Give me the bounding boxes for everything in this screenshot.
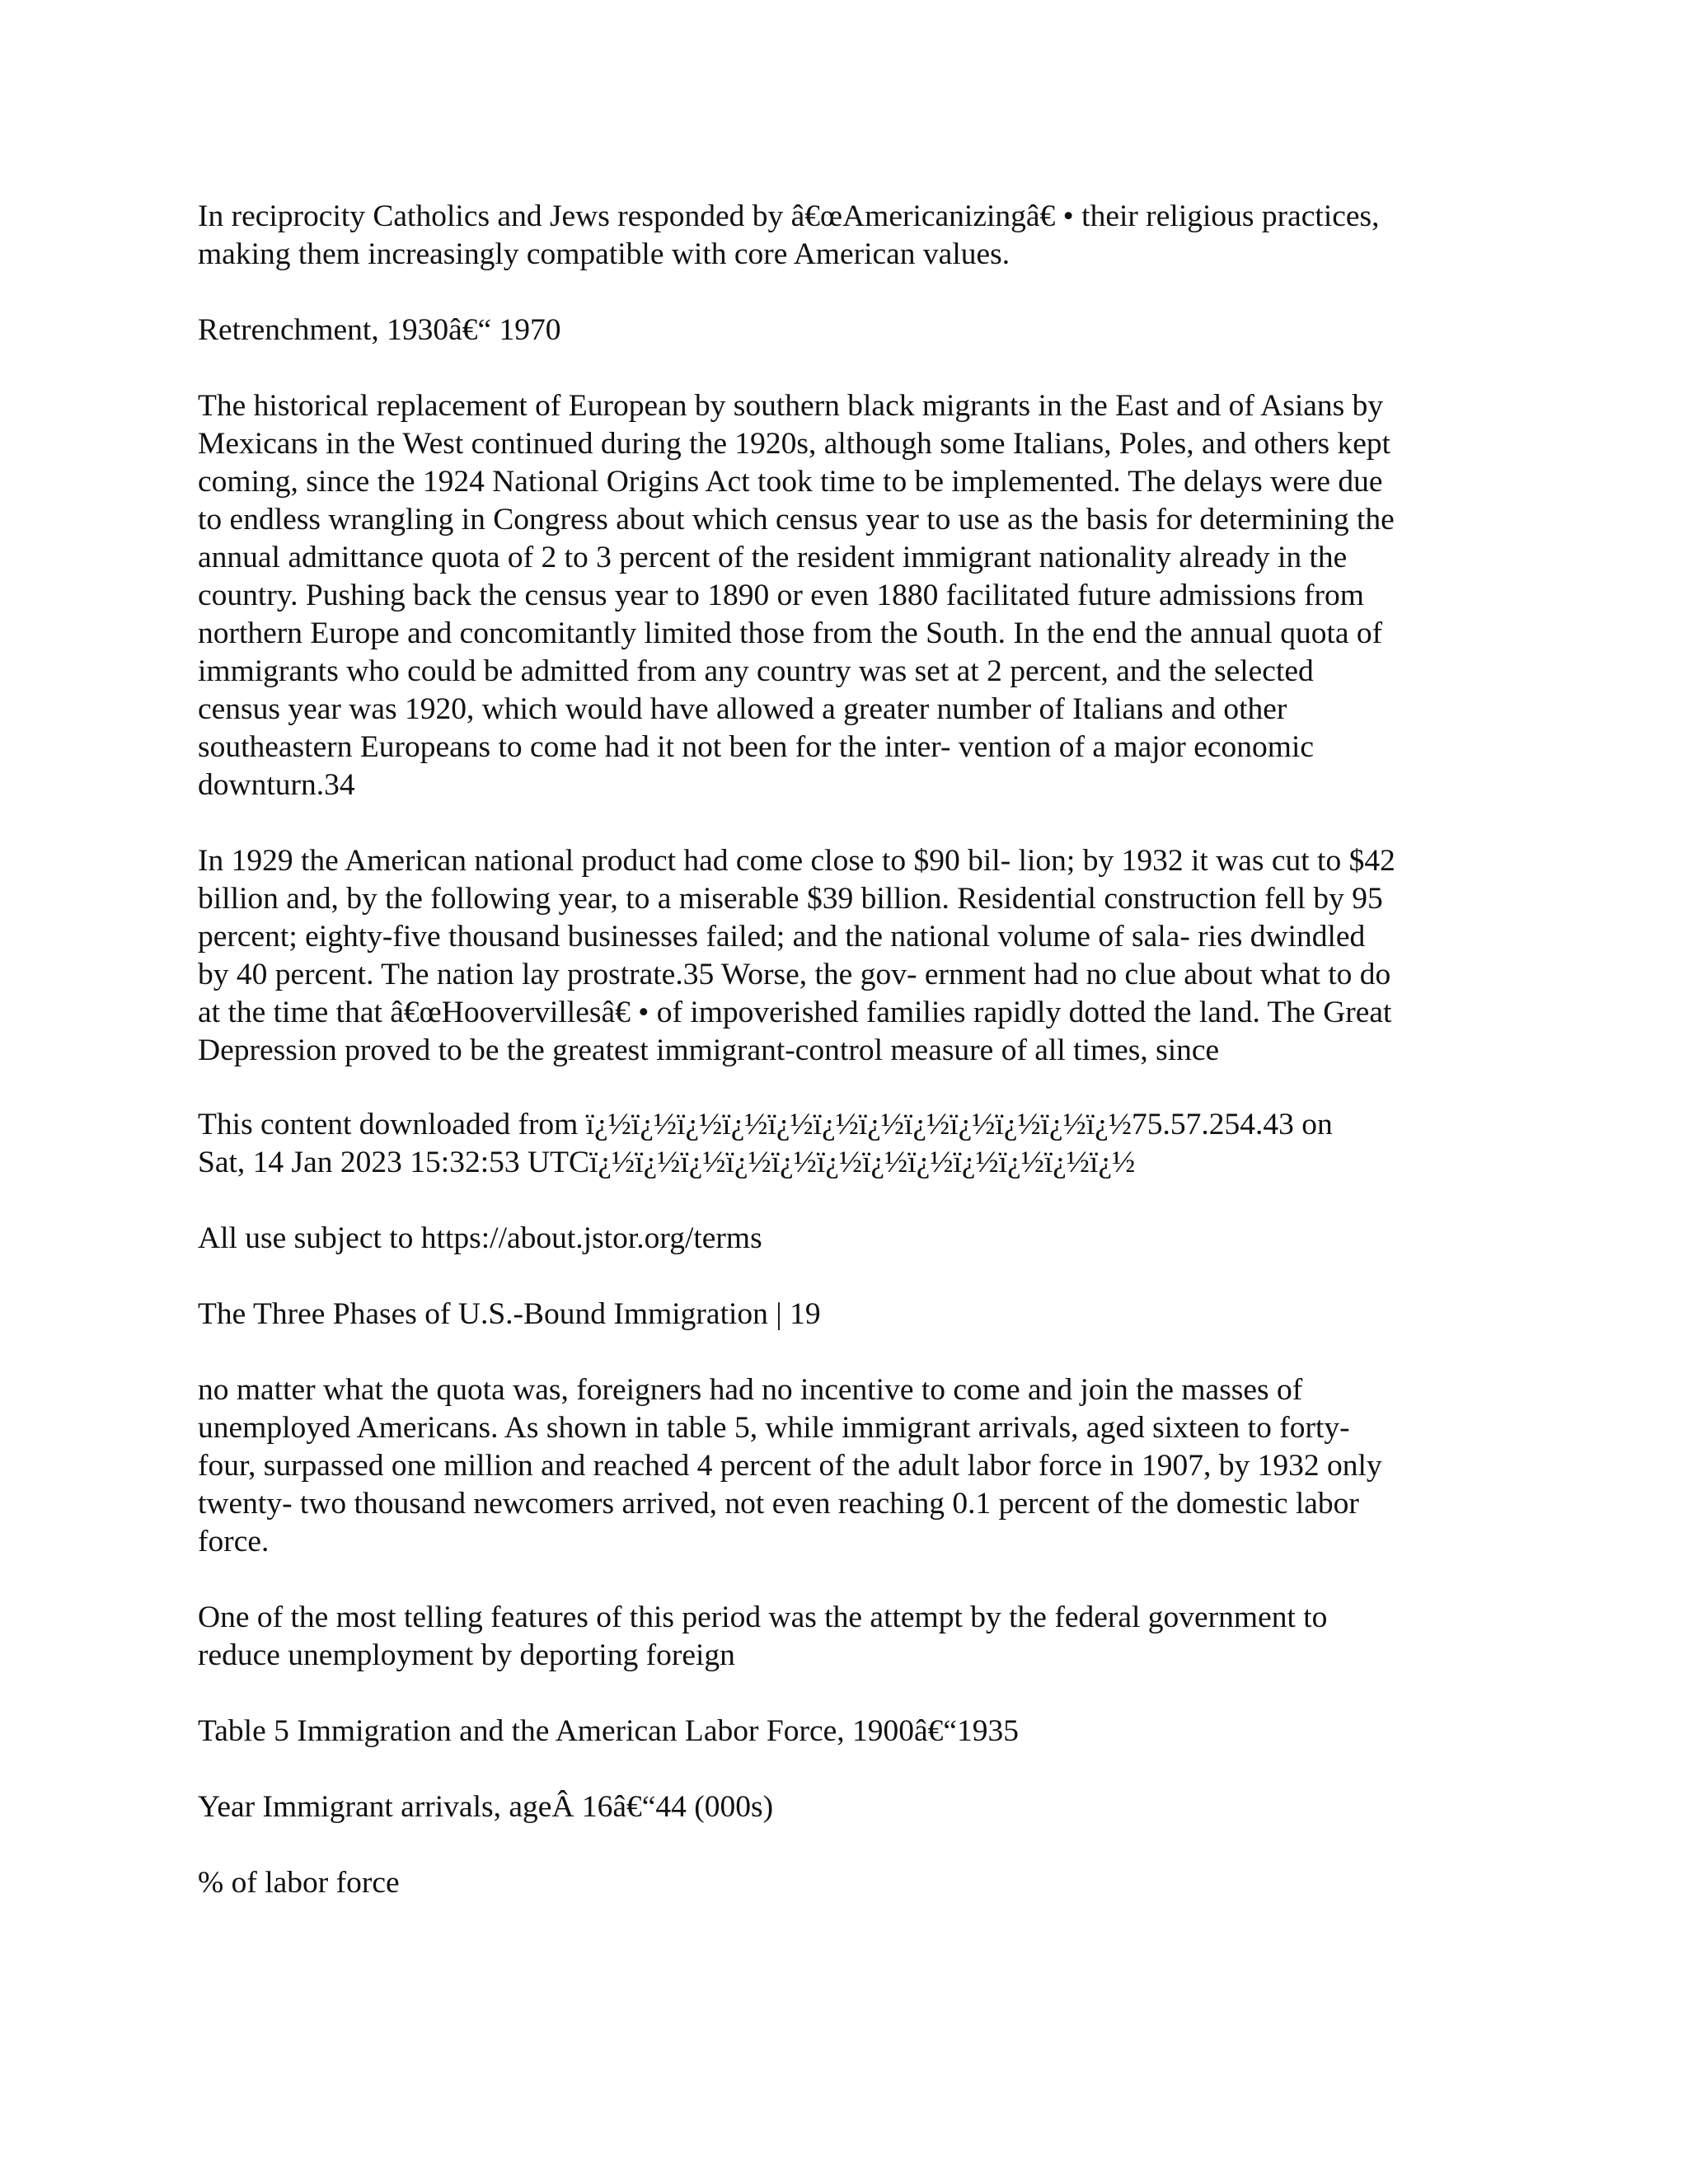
text-line: percent; eighty-five thousand businesses failed; and the national volume of sala- ries dwindled <box>198 920 1366 954</box>
text-line: census year was 1920, which would have allowed a greater number of Italians and other <box>198 692 1287 726</box>
text-line: twenty- two thousand newcomers arrived, not even reaching 0.1 percent of the domestic labor <box>198 1487 1359 1521</box>
text-line: making them increasingly compatible with core American values. <box>198 237 1010 271</box>
text-line: In 1929 the American national product had come close to $90 bil- lion; by 1932 it was cut to $42 <box>198 844 1395 878</box>
running-header <box>198 1296 1500 1333</box>
text-line: All use subject to https://about.jstor.org/terms <box>198 1221 762 1255</box>
text-line: northern Europe and concomitantly limited those from the South. In the end the annual quota of <box>198 616 1383 650</box>
table-header-labor-force <box>198 1864 1500 1902</box>
text-line: The Three Phases of U.S.-Bound Immigration | 19 <box>198 1297 821 1331</box>
text-line: The historical replacement of European by southern black migrants in the East and of Asians by <box>198 389 1384 423</box>
text-line: One of the most telling features of this period was the attempt by the federal government to <box>198 1601 1328 1634</box>
text-line: immigrants who could be admitted from any country was set at 2 percent, and the selected <box>198 654 1314 688</box>
table-caption <box>198 1713 1500 1750</box>
paragraph-national-product <box>198 842 1500 1070</box>
download-notice <box>198 1106 1500 1182</box>
text-line: coming, since the 1924 National Origins Act took time to be implemented. The delays were due <box>198 465 1383 499</box>
text-line: at the time that â€œHoovervillesâ€ • of impoverished families rapidly dotted the land. The Great <box>198 996 1392 1029</box>
text-line: Mexicans in the West continued during the 1920s, although some Italians, Poles, and others kept <box>198 427 1391 461</box>
section-heading-retrenchment <box>198 312 1500 349</box>
text-line: Depression proved to be the greatest immigrant-control measure of all times, since <box>198 1033 1220 1067</box>
text-line: Retrenchment, 1930â€“ 1970 <box>198 313 561 347</box>
text-line: reduce unemployment by deporting foreign <box>198 1638 735 1672</box>
text-line: annual admittance quota of 2 to 3 percent of the resident immigrant nationality already in the <box>198 541 1348 574</box>
text-line: Year Immigrant arrivals, ageÂ 16â€“44 (000s) <box>198 1790 774 1824</box>
text-line: This content downloaded from ï¿½ï¿½ï¿½ï¿½ï¿½ï¿½ï¿½ï¿½ï¿½ï¿½ï¿½ï¿½75.57.254.43 on <box>198 1108 1333 1141</box>
text-line: four, surpassed one million and reached 4 percent of the adult labor force in 1907, by 1932 only <box>198 1449 1382 1483</box>
text-line: to endless wrangling in Congress about which census year to use as the basis for determining the <box>198 503 1395 537</box>
text-line: southeastern Europeans to come had it not been for the inter- vention of a major economic <box>198 730 1315 764</box>
text-line: In reciprocity Catholics and Jews responded by â€œAmericanizingâ€ • their religious practices, <box>198 199 1380 233</box>
paragraph-quota-incentive <box>198 1371 1500 1561</box>
text-line: country. Pushing back the census year to 1890 or even 1880 facilitated future admissions from <box>198 579 1364 612</box>
paragraph-deportation <box>198 1599 1500 1675</box>
paragraph-historical-replacement <box>198 387 1500 804</box>
terms-notice <box>198 1220 1500 1258</box>
text-line: unemployed Americans. As shown in table 5, while immigrant arrivals, aged sixteen to forty- <box>198 1411 1350 1445</box>
text-line: force. <box>198 1525 270 1558</box>
text-line: by 40 percent. The nation lay prostrate.35 Worse, the gov- ernment had no clue about what to do <box>198 958 1391 991</box>
table-header-year-arrivals <box>198 1788 1500 1826</box>
text-line: no matter what the quota was, foreigners had no incentive to come and join the masses of <box>198 1373 1303 1407</box>
text-line: Sat, 14 Jan 2023 15:32:53 UTCï¿½ï¿½ï¿½ï¿½ï¿½ï¿½ï¿½ï¿½ï¿½ï¿½ï¿½ï¿½ <box>198 1146 1136 1179</box>
text-line: downturn.34 <box>198 768 355 802</box>
text-line: Table 5 Immigration and the American Labor Force, 1900â€“1935 <box>198 1714 1020 1748</box>
paragraph-americanizing <box>198 198 1500 274</box>
text-line: billion and, by the following year, to a miserable $39 billion. Residential construction fell by 95 <box>198 882 1383 916</box>
text-line: % of labor force <box>198 1866 400 1900</box>
